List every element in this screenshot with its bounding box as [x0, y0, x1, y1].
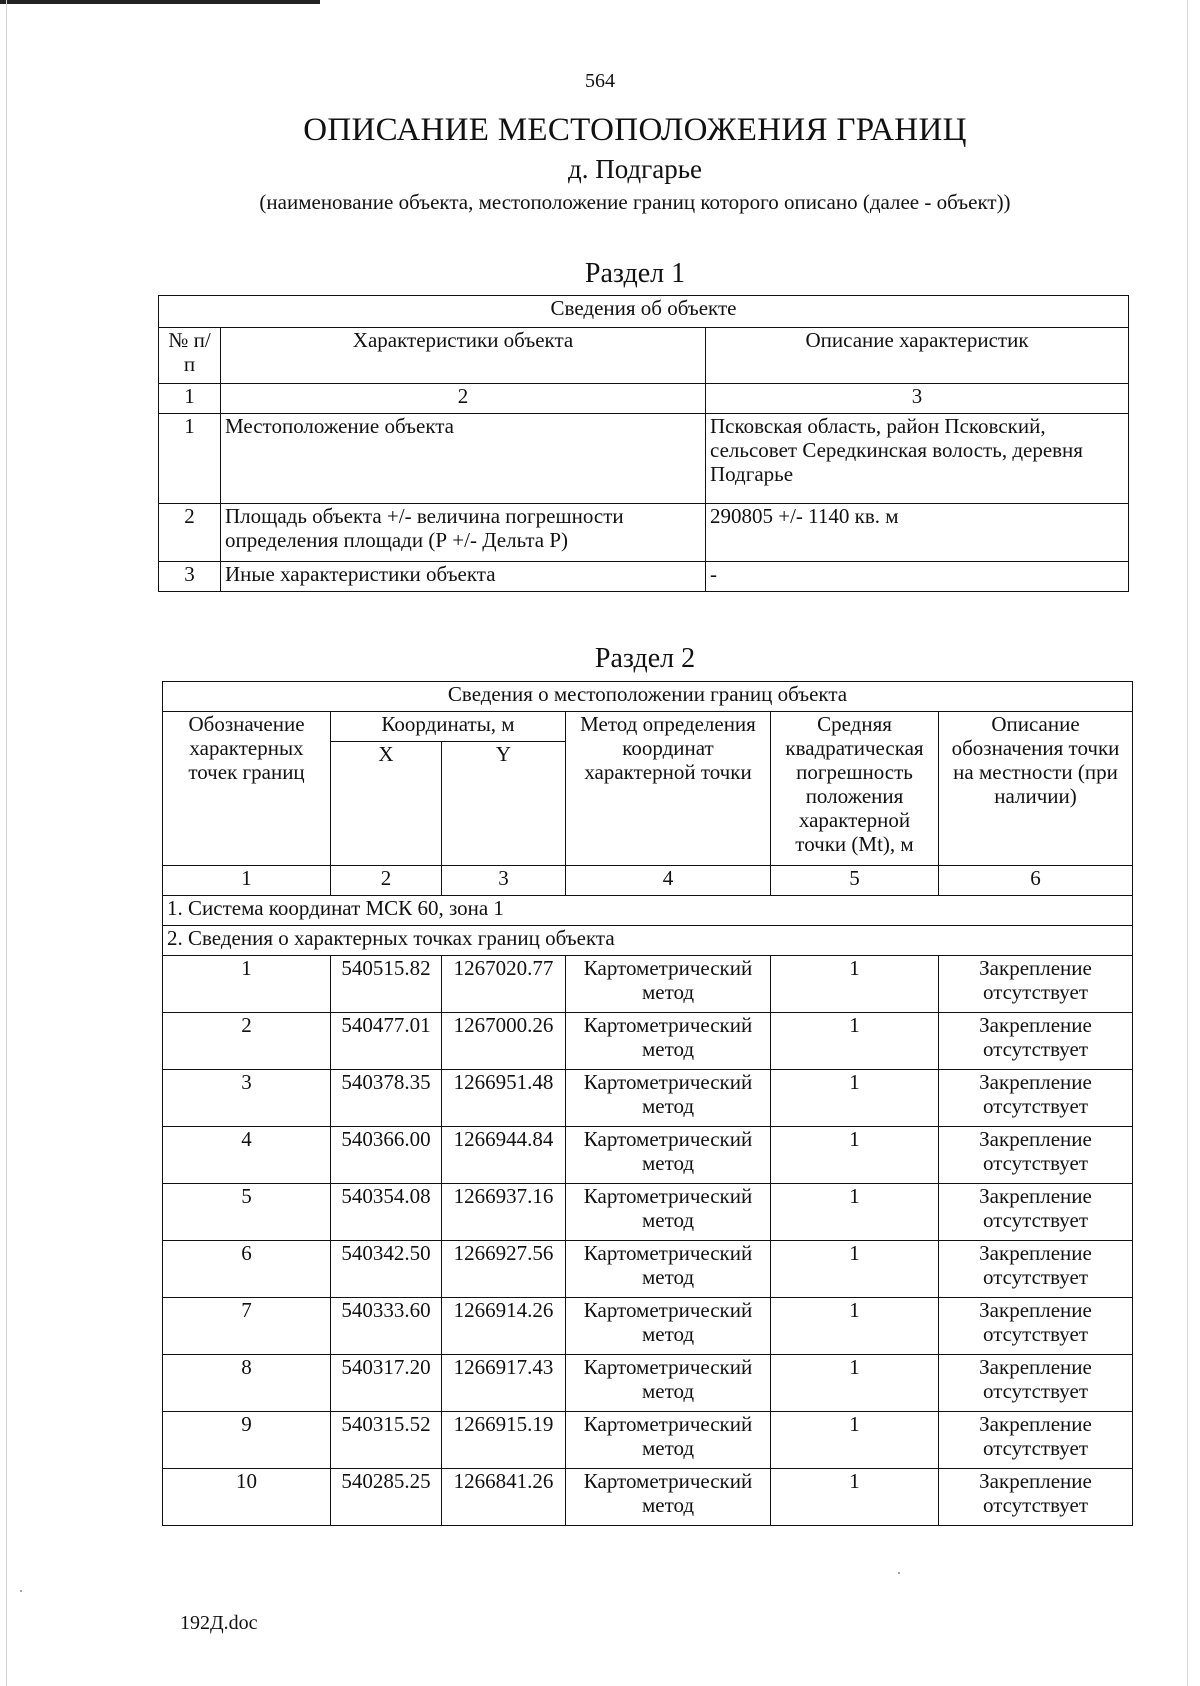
row-num: 3: [159, 562, 221, 592]
point-x: 540315.52: [331, 1412, 442, 1469]
point-x: 540515.82: [331, 956, 442, 1013]
header-x: X: [331, 742, 442, 866]
point-method: Картометрический метод: [566, 1298, 771, 1355]
point-number: 2: [163, 1013, 331, 1070]
point-number: 9: [163, 1412, 331, 1469]
col-number-3: 3: [442, 866, 566, 896]
point-y: 1266915.19: [442, 1412, 566, 1469]
table-row: [159, 562, 1129, 592]
boundary-table-title: Сведения о местоположении границ объекта: [163, 682, 1133, 712]
point-number: 10: [163, 1469, 331, 1526]
scan-artifact-left: [6, 0, 7, 1686]
table-row: [163, 1184, 1133, 1241]
section-1-heading: Раздел 1: [584, 258, 686, 289]
header-y: Y: [442, 742, 566, 866]
boundary-points-table: [162, 681, 1133, 1526]
point-error: 1: [771, 1184, 939, 1241]
point-method: Картометрический метод: [566, 1355, 771, 1412]
file-name: 192Д.doc: [180, 1612, 258, 1634]
point-description: Закрепление отсутствует: [939, 1241, 1133, 1298]
point-error: 1: [771, 956, 939, 1013]
point-number: 3: [163, 1070, 331, 1127]
point-method: Картометрический метод: [566, 1184, 771, 1241]
col-number-5: 5: [771, 866, 939, 896]
row-name: Иные характеристики объекта: [221, 562, 706, 592]
table-row: [163, 1298, 1133, 1355]
point-y: 1266841.26: [442, 1469, 566, 1526]
table-row: [163, 1241, 1133, 1298]
point-number: 1: [163, 956, 331, 1013]
table-row: [163, 1469, 1133, 1526]
col-number-1: 1: [163, 866, 331, 896]
header-num: № п/п: [159, 328, 221, 384]
object-info-table: [158, 295, 1129, 592]
point-method: Картометрический метод: [566, 1013, 771, 1070]
point-x: 540342.50: [331, 1241, 442, 1298]
point-y: 1266951.48: [442, 1070, 566, 1127]
point-method: Картометрический метод: [566, 1127, 771, 1184]
header-point-description: Описание обозначения точки на местности (при наличии): [939, 712, 1133, 866]
scan-speck: [898, 1572, 900, 1574]
row-value: -: [706, 562, 1129, 592]
point-description: Закрепление отсутствует: [939, 1127, 1133, 1184]
scan-artifact-right: [1187, 0, 1188, 1686]
point-error: 1: [771, 1070, 939, 1127]
point-description: Закрепление отсутствует: [939, 1298, 1133, 1355]
object-caption: (наименование объекта, местоположение границ которого описано (далее - объект)): [259, 190, 1011, 214]
point-description: Закрепление отсутствует: [939, 1184, 1133, 1241]
row-num: 1: [159, 414, 221, 504]
col-number-4: 4: [566, 866, 771, 896]
point-method: Картометрический метод: [566, 1412, 771, 1469]
point-method: Картометрический метод: [566, 956, 771, 1013]
point-number: 7: [163, 1298, 331, 1355]
point-error: 1: [771, 1412, 939, 1469]
object-name: д. Подгарье: [567, 154, 703, 184]
point-error: 1: [771, 1469, 939, 1526]
point-y: 1266927.56: [442, 1241, 566, 1298]
point-method: Картометрический метод: [566, 1241, 771, 1298]
point-x: 540366.00: [331, 1127, 442, 1184]
header-coords: Координаты, м: [331, 712, 566, 742]
page-number: 564: [585, 70, 615, 92]
table-row: [163, 1013, 1133, 1070]
point-description: Закрепление отсутствует: [939, 1070, 1133, 1127]
header-method: Метод определения координат характерной точки: [566, 712, 771, 866]
col-number-1: 1: [159, 384, 221, 414]
point-description: Закрепление отсутствует: [939, 1412, 1133, 1469]
table-row: [159, 504, 1129, 562]
row-name: Площадь объекта +/- величина погрешности определения площади (Р +/- Дельта Р): [221, 504, 706, 562]
point-x: 540317.20: [331, 1355, 442, 1412]
point-error: 1: [771, 1298, 939, 1355]
point-description: Закрепление отсутствует: [939, 956, 1133, 1013]
row-num: 2: [159, 504, 221, 562]
points-body: [163, 956, 1133, 1526]
table-row: [159, 414, 1129, 504]
point-error: 1: [771, 1241, 939, 1298]
header-characteristic: Характеристики объекта: [221, 328, 706, 384]
point-description: Закрепление отсутствует: [939, 1355, 1133, 1412]
point-method: Картометрический метод: [566, 1469, 771, 1526]
point-method: Картометрический метод: [566, 1070, 771, 1127]
point-x: 540333.60: [331, 1298, 442, 1355]
col-number-2: 2: [331, 866, 442, 896]
table-row: [163, 1355, 1133, 1412]
point-description: Закрепление отсутствует: [939, 1013, 1133, 1070]
object-info-table-title: Сведения об объекте: [159, 296, 1129, 328]
point-x: 540354.08: [331, 1184, 442, 1241]
table-row: [163, 956, 1133, 1013]
point-error: 1: [771, 1127, 939, 1184]
header-point: Обозначение характерных точек границ: [163, 712, 331, 866]
row-value: 290805 +/- 1140 кв. м: [706, 504, 1129, 562]
header-error: Средняя квадратическая погрешность положения характерной точки (Мt), м: [771, 712, 939, 866]
document-title: ОПИСАНИЕ МЕСТОПОЛОЖЕНИЯ ГРАНИЦ: [303, 112, 967, 148]
point-y: 1266937.16: [442, 1184, 566, 1241]
scan-edge-mark: [0, 0, 320, 4]
point-number: 8: [163, 1355, 331, 1412]
point-y: 1266914.26: [442, 1298, 566, 1355]
point-number: 6: [163, 1241, 331, 1298]
point-y: 1267000.26: [442, 1013, 566, 1070]
col-number-2: 2: [221, 384, 706, 414]
table-row: [163, 1127, 1133, 1184]
point-y: 1266917.43: [442, 1355, 566, 1412]
row-value: Псковская область, район Псковский, сельсовет Середкинская волость, деревня Подгарье: [706, 414, 1129, 504]
section-2-heading: Раздел 2: [594, 643, 696, 674]
point-x: 540378.35: [331, 1070, 442, 1127]
point-number: 4: [163, 1127, 331, 1184]
table-row: [163, 1412, 1133, 1469]
point-error: 1: [771, 1355, 939, 1412]
point-number: 5: [163, 1184, 331, 1241]
table-row: [163, 1070, 1133, 1127]
header-description: Описание характеристик: [706, 328, 1129, 384]
points-section-title: 2. Сведения о характерных точках границ объекта: [163, 926, 1133, 956]
coord-system: 1. Система координат МСК 60, зона 1: [163, 896, 1133, 926]
point-y: 1267020.77: [442, 956, 566, 1013]
point-x: 540285.25: [331, 1469, 442, 1526]
point-x: 540477.01: [331, 1013, 442, 1070]
point-error: 1: [771, 1013, 939, 1070]
row-name: Местоположение объекта: [221, 414, 706, 504]
col-number-6: 6: [939, 866, 1133, 896]
point-description: Закрепление отсутствует: [939, 1469, 1133, 1526]
scan-speck: [20, 1590, 22, 1592]
col-number-3: 3: [706, 384, 1129, 414]
point-y: 1266944.84: [442, 1127, 566, 1184]
